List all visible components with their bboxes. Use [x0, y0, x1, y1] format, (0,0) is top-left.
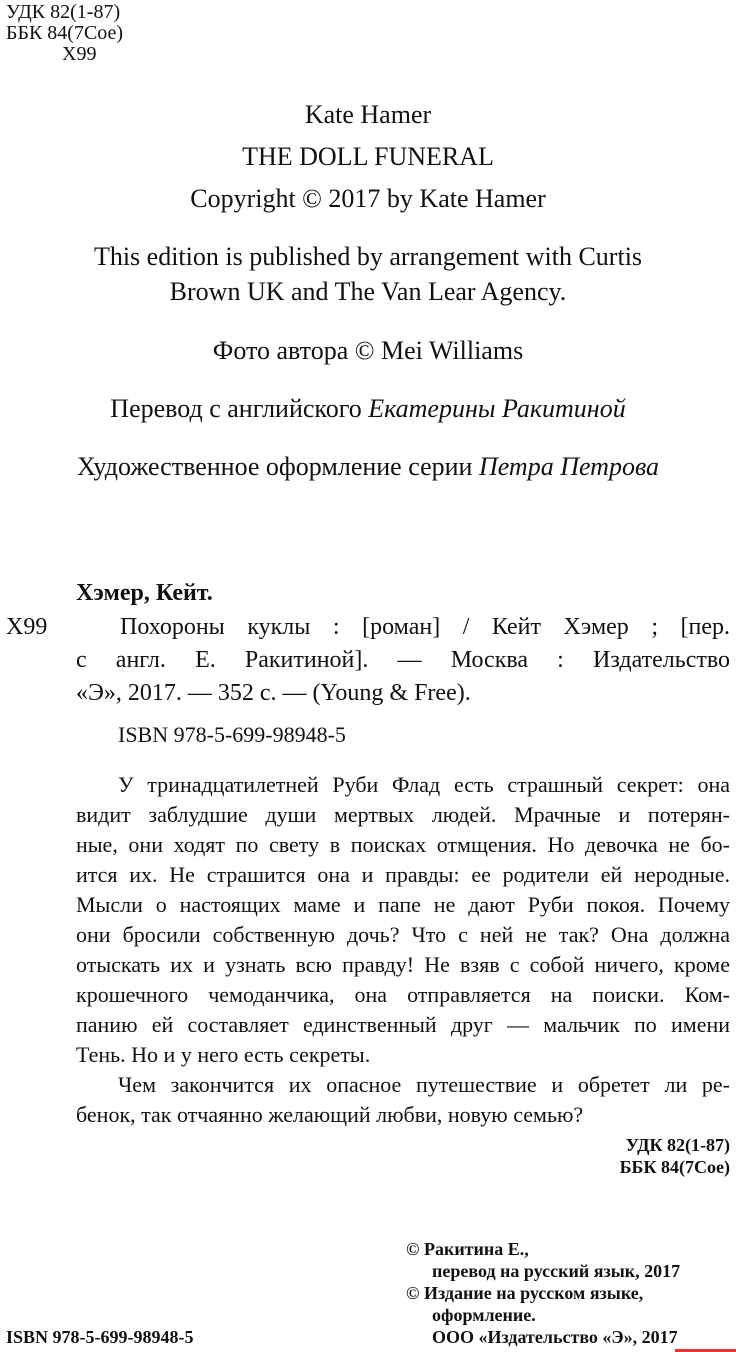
design-prefix: Художественное оформление серии: [76, 452, 479, 481]
original-author: Kate Hamer: [304, 100, 432, 129]
annotation-line: панию ей составляет единственный друг — мальчик по имени: [76, 1012, 730, 1037]
original-copyright: Copyright © 2017 by Kate Hamer: [190, 184, 546, 213]
catalog-line-1: Похороны куклы : [роман] / Кейт Хэмер ; [пер.: [120, 614, 730, 640]
copyright-line: перевод на русский язык, 2017: [432, 1261, 681, 1281]
annotation-line: Чем закончится их опасное путешествие и обретет ли ре-: [118, 1072, 730, 1097]
annotation-line: Мысли о настоящих маме и папе не дают Руби покоя. Почему: [76, 892, 730, 917]
annotation-line: видит заблудшие души мертвых людей. Мрачные и потерян-: [76, 802, 730, 827]
catalog-mark: Х99: [6, 614, 48, 640]
copyright-line: ООО «Издательство «Э», 2017: [432, 1327, 678, 1347]
copyright-line: © Ракитина Е.,: [406, 1239, 529, 1259]
bottom-isbn: ISBN 978-5-699-98948-5: [6, 1327, 194, 1347]
annotation-line: ится их. Не страшится она и правды: ее родители ей неродные.: [76, 862, 730, 887]
copyright-line: © Издание на русском языке,: [406, 1283, 644, 1303]
footer-udk-code: УДК 82(1-87): [625, 1135, 730, 1155]
catalog-line-3: «Э», 2017. — 352 с. — (Young & Free).: [76, 680, 471, 706]
catalog-line-2: с англ. Е. Ракитиной]. — Москва : Издательство: [76, 647, 730, 673]
annotation-line: У тринадцатилетней Руби Флад есть страшный секрет: она: [118, 772, 730, 797]
photo-credit: Фото автора © Mei Williams: [212, 336, 524, 365]
annotation-line: ные, они ходят по свету в поисках отмщения. Но девочка не бо-: [76, 832, 730, 857]
design-credit: [0, 452, 736, 482]
translation-prefix: Перевод с английского: [110, 394, 369, 423]
catalog-isbn: ISBN 978-5-699-98948-5: [118, 722, 346, 747]
catalog-heading: Хэмер, Кейт.: [76, 580, 213, 606]
annotation-line: бенок, так отчаянно желающий любви, новую семью?: [76, 1102, 584, 1127]
designer-name: Петра Петрова: [478, 452, 660, 481]
copyright-line: оформление.: [432, 1305, 536, 1325]
edition-line-1: This edition is published by arrangement with Curtis: [93, 242, 643, 271]
annotation-line: отыскать их и узнать всю правду! Не взяв с собой ничего, кроме: [76, 952, 730, 977]
bbk-code: ББК 84(7Сое): [6, 22, 124, 44]
footer-bbk-code: ББК 84(7Сое): [619, 1157, 730, 1177]
translation-credit: [0, 394, 736, 424]
edition-line-2: Brown UK and The Van Lear Agency.: [169, 277, 567, 306]
annotation-line: Тень. Но и у него есть секреты.: [76, 1042, 371, 1067]
udk-code: УДК 82(1-87): [6, 1, 121, 23]
annotation-line: они бросили собственную дочь? Что с ней не так? Она должна: [76, 922, 730, 947]
annotation-line: крошечного чемоданчика, она отправляется на поиски. Ком-: [76, 982, 730, 1007]
author-mark: Х99: [62, 43, 97, 65]
original-title: THE DOLL FUNERAL: [242, 142, 494, 171]
translator-name: Екатерины Ракитиной: [368, 394, 626, 423]
